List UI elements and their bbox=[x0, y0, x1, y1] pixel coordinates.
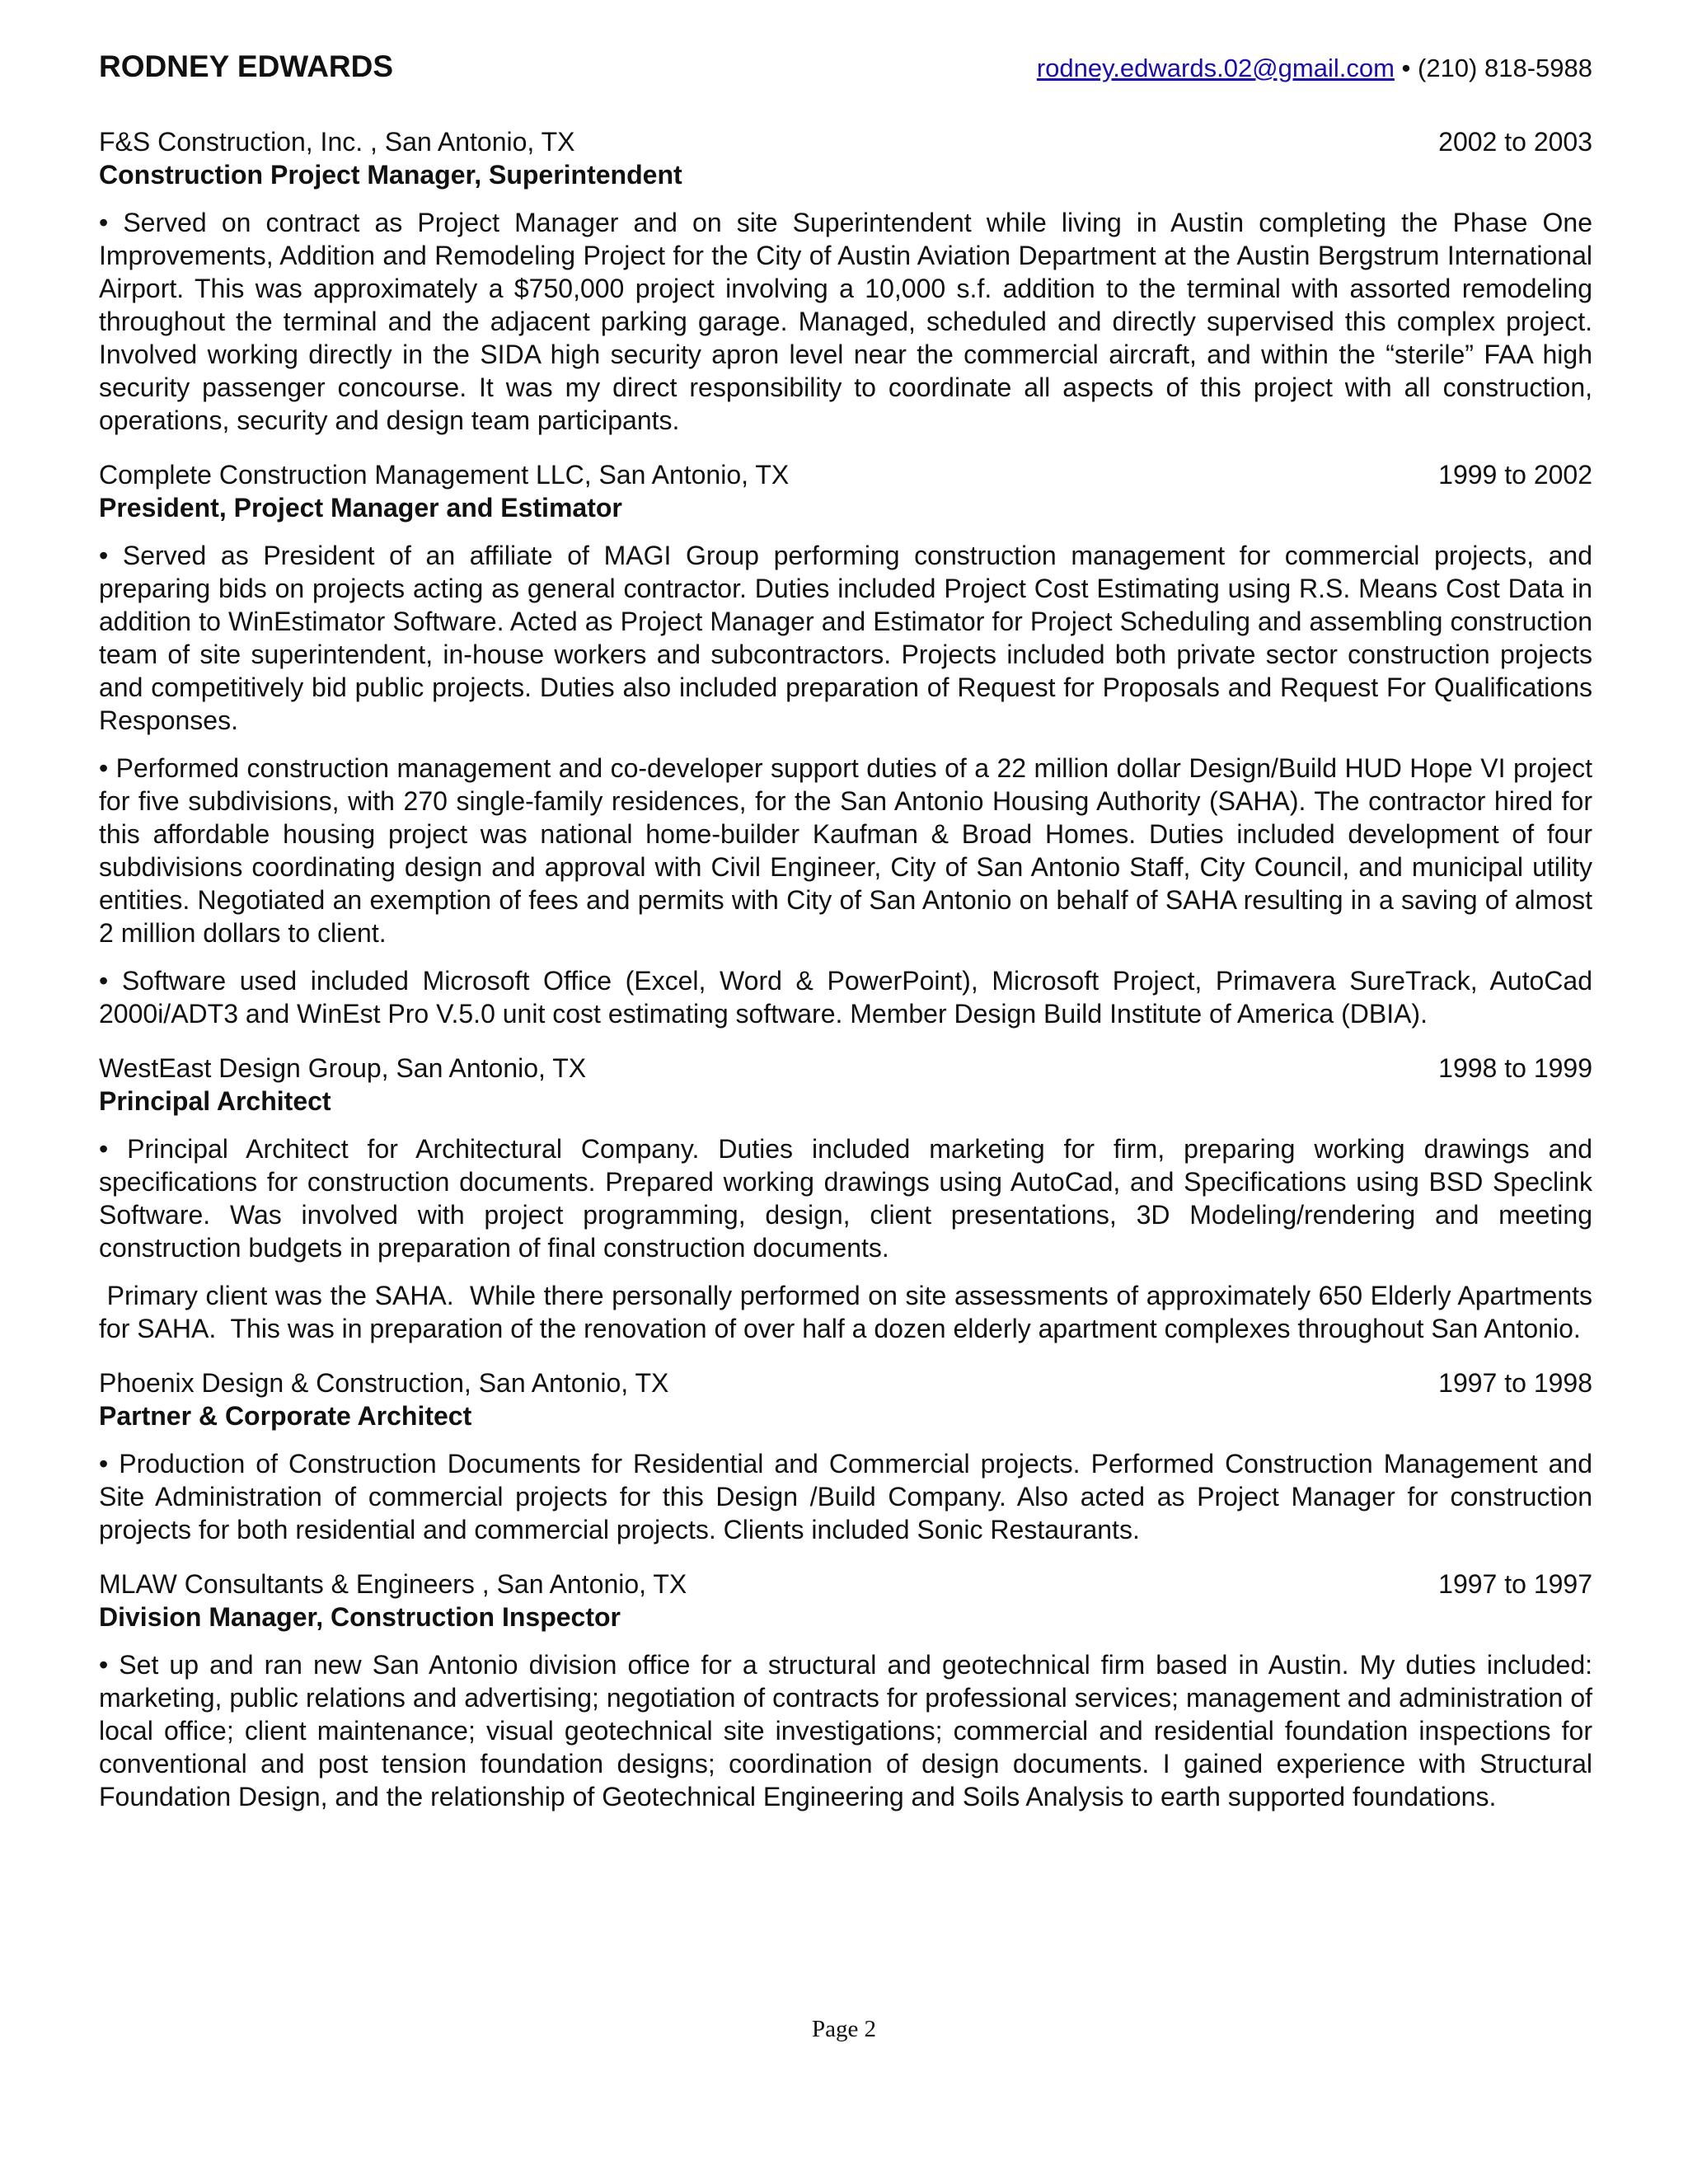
job-entry bbox=[99, 125, 1592, 437]
job-dates: 1997 to 1997 bbox=[1438, 1569, 1592, 1599]
job-title: Construction Project Manager, Superintendent bbox=[99, 160, 682, 190]
resume-header bbox=[99, 49, 1592, 104]
job-description: • Performed construction management and co-developer support duties of a 22 million dollar Design/Build HUD Hope VI project for five subdivisions, with 270 single-family residences, for the San Antonio Housing Authority (SAHA). The contractor hired for this affordable housing project was national home-builder Kaufman & Broad Homes. Duties included development of four subdivisions coordinating design and approval with Civil Engineer, City of San Antonio Staff, City Council, and municipal utility entities. Negotiated an exemption of fees and permits with City of San Antonio on behalf of SAHA resulting in a saving of almost 2 million dollars to client. bbox=[99, 753, 1592, 948]
job-entry bbox=[99, 458, 1592, 1030]
contact-info bbox=[1037, 54, 1592, 83]
job-heading bbox=[99, 125, 1592, 158]
company-name: F&S Construction, Inc. , San Antonio, TX bbox=[99, 127, 575, 157]
job-entry bbox=[99, 1052, 1600, 1345]
phone-number: (210) 818-5988 bbox=[1418, 54, 1592, 82]
job-dates: 1997 to 1998 bbox=[1438, 1368, 1592, 1398]
job-heading bbox=[99, 1052, 1592, 1085]
job-description: • Production of Construction Documents for Residential and Commercial projects. Performed Construction Management and Site Administration of commercial projects for this Design /Build Company. Also acted as Project Manager for construction projects for both residential and commercial projects. Clients included Sonic Restaurants. bbox=[99, 1449, 1592, 1544]
company-name: Complete Construction Management LLC, San Antonio, TX bbox=[99, 460, 790, 490]
email-link[interactable]: rodney.edwards.02@gmail.com bbox=[1036, 54, 1395, 82]
job-dates: 2002 to 2003 bbox=[1438, 127, 1592, 157]
company-name: MLAW Consultants & Engineers , San Antonio, TX bbox=[99, 1569, 687, 1599]
job-description: • Set up and ran new San Antonio division office for a structural and geotechnical firm based in Austin. My duties included: marketing, public relations and advertising; negotiation of contracts for professional services; management and administration of local office; client maintenance; visual geotechnical site investigations; commercial and residential foundation inspections for conventional and post tension foundation designs; coordination of design documents. I gained experience with Structural Foundation Design, and the relationship of Geotechnical Engineering and Soils Analysis to earth supported foundations. bbox=[99, 1650, 1592, 1811]
company-name: WestEast Design Group, San Antonio, TX bbox=[99, 1053, 587, 1083]
job-title: Division Manager, Construction Inspector bbox=[99, 1602, 621, 1632]
job-heading bbox=[99, 458, 1592, 491]
job-title: President, Project Manager and Estimator bbox=[99, 493, 622, 523]
job-title: Partner & Corporate Architect bbox=[99, 1401, 472, 1431]
job-description: • Served as President of an affiliate of MAGI Group performing construction management for commercial projects, and preparing bids on projects acting as general contractor. Duties included Project Cost Estimating using R.S. Means Cost Data in addition to WinEstimator Software. Acted as Project Manager and Estimator for Project Scheduling and assembling construction team of site superintendent, in-house workers and subcontractors. Projects included both private sector construction projects and competitively bid public projects. Duties also included preparation of Request for Proposals and Request For Qualifications Responses. bbox=[99, 541, 1592, 735]
job-dates: 1998 to 1999 bbox=[1438, 1053, 1592, 1083]
job-description: • Principal Architect for Architectural Company. Duties included marketing for firm, preparing working drawings and specifications for construction documents. Prepared working drawings using AutoCad, and Specifications using BSD Speclink Software. Was involved with project programming, design, client presentations, 3D Modeling/rendering and meeting construction budgets in preparation of final construction documents. bbox=[99, 1134, 1592, 1263]
contact-separator: • bbox=[1394, 54, 1418, 82]
job-entry bbox=[99, 1568, 1592, 1813]
job-entry bbox=[99, 1366, 1592, 1546]
page-number: Page 2 bbox=[811, 2016, 877, 2042]
job-dates: 1999 to 2002 bbox=[1438, 460, 1592, 490]
job-heading bbox=[99, 1568, 1592, 1601]
job-description: • Software used included Microsoft Office (Excel, Word & PowerPoint), Microsoft Project, Primavera SureTrack, AutoCad 2000i/ADT3 and WinEst Pro V.5.0 unit cost estimating software. Member Design Build Institute of America (DBIA). bbox=[99, 966, 1592, 1029]
job-description: Primary client was the SAHA. While there personally performed on site assessments of approximately 650 Elderly Apartments for SAHA. This was in preparation of the renovation of over half a dozen elderly apartment complexes throughout San Antonio. bbox=[99, 1281, 1600, 1343]
job-description: • Served on contract as Project Manager and on site Superintendent while living in Austin completing the Phase One Improvements, Addition and Remodeling Project for the City of Austin Aviation Department at the Austin Bergstrum International Airport. This was approximately a $750,000 project involving a 10,000 s.f. addition to the terminal with assorted remodeling throughout the terminal and the adjacent parking garage. Managed, scheduled and directly supervised this complex project. Involved working directly in the SIDA high security apron level near the commercial aircraft, and within the “sterile” FAA high security passenger concourse. It was my direct responsibility to coordinate all aspects of this project with all construction, operations, security and design team participants. bbox=[99, 208, 1592, 435]
job-heading bbox=[99, 1366, 1592, 1399]
job-title: Principal Architect bbox=[99, 1086, 331, 1116]
company-name: Phoenix Design & Construction, San Antonio, TX bbox=[99, 1368, 669, 1398]
candidate-name: RODNEY EDWARDS bbox=[99, 49, 394, 83]
